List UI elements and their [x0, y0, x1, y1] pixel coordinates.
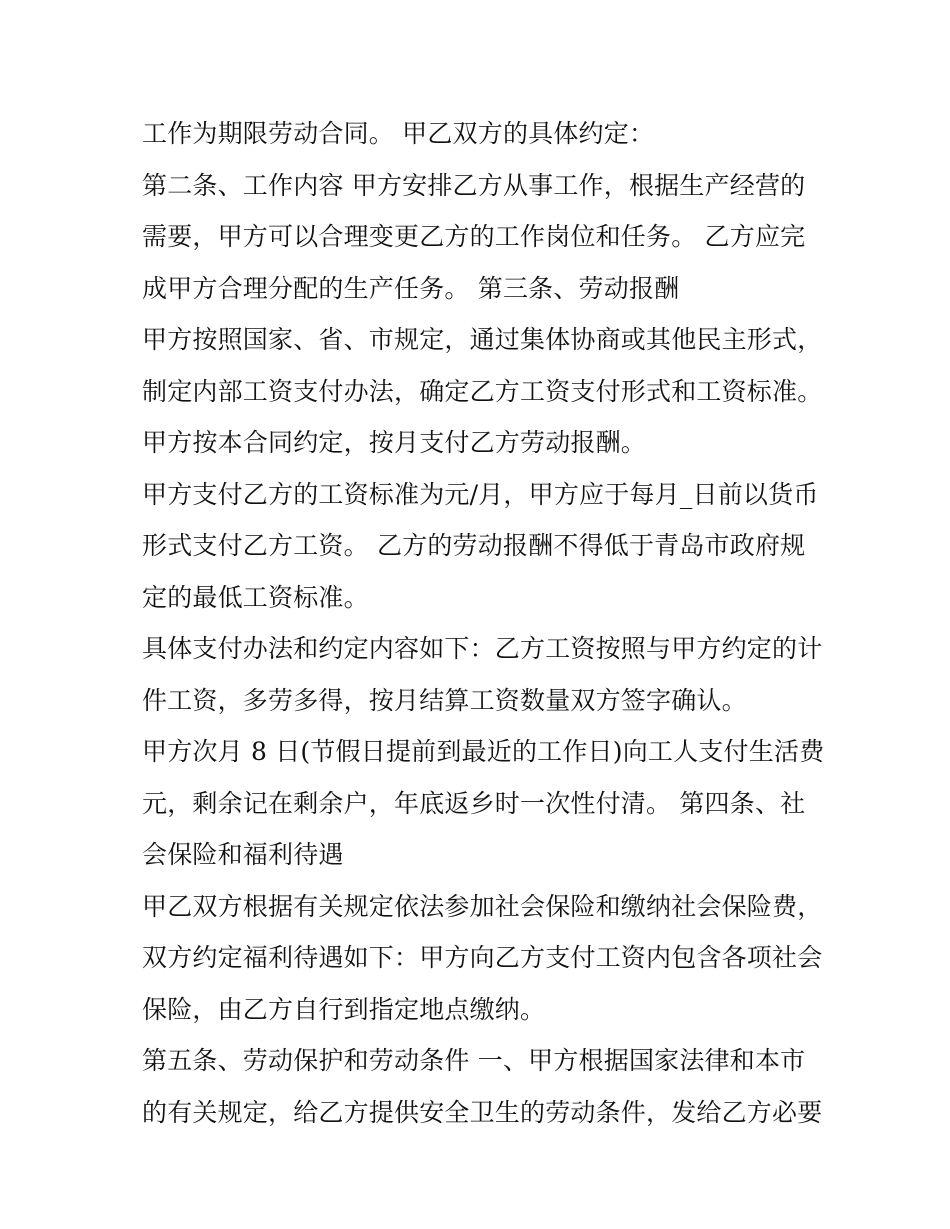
text-line: 具体支付办法和约定内容如下：乙方工资按照与甲方约定的计: [142, 634, 823, 663]
text-line: 甲乙双方根据有关规定依法参加社会保险和缴纳社会保险费，: [142, 891, 823, 921]
text-line: 第二条、工作内容 甲方安排乙方从事工作，根据生产经营的: [142, 170, 806, 200]
text-line: 保险，由乙方自行到指定地点缴纳。: [142, 994, 546, 1024]
text-line: 元，剩余记在剩余户，年底返乡时一次性付清。 第四条、社: [142, 788, 806, 818]
text-line: 甲方按本合同约定，按月支付乙方劳动报酬。: [142, 428, 647, 457]
text-line: 双方约定福利待遇如下：甲方向乙方支付工资内包含各项社会: [142, 943, 823, 972]
text-line: 成甲方合理分配的生产任务。 第三条、劳动报酬: [142, 273, 680, 303]
text-line: 第五条、劳动保护和劳动条件 一、甲方根据国家法律和本市: [142, 1046, 806, 1075]
text-line: 甲方次月 8 日(节假日提前到最近的工作日)向工人支付生活费: [142, 737, 825, 766]
text-line: 件工资，多劳多得，按月结算工资数量双方签字确认。: [142, 685, 747, 715]
text-line: 的有关规定，给乙方提供安全卫生的劳动条件，发给乙方必要: [142, 1097, 823, 1127]
text-line: 需要，甲方可以合理变更乙方的工作岗位和任务。 乙方应完: [142, 222, 806, 251]
text-line: 制定内部工资支付办法，确定乙方工资支付形式和工资标准。: [142, 376, 823, 406]
contract-text: [142, 108, 825, 1138]
text-line: 形式支付乙方工资。 乙方的劳动报酬不得低于青岛市政府规: [142, 531, 806, 560]
text-line: 甲方支付乙方的工资标准为元/月，甲方应于每月_日前以货币: [142, 479, 819, 509]
text-line: 会保险和福利待遇: [142, 840, 344, 869]
text-line: 甲方按照国家、省、市规定，通过集体协商或其他民主形式，: [142, 325, 823, 354]
text-line: 定的最低工资标准。: [142, 582, 369, 612]
text-line: 工作为期限劳动合同。 甲乙双方的具体约定：: [142, 119, 655, 148]
